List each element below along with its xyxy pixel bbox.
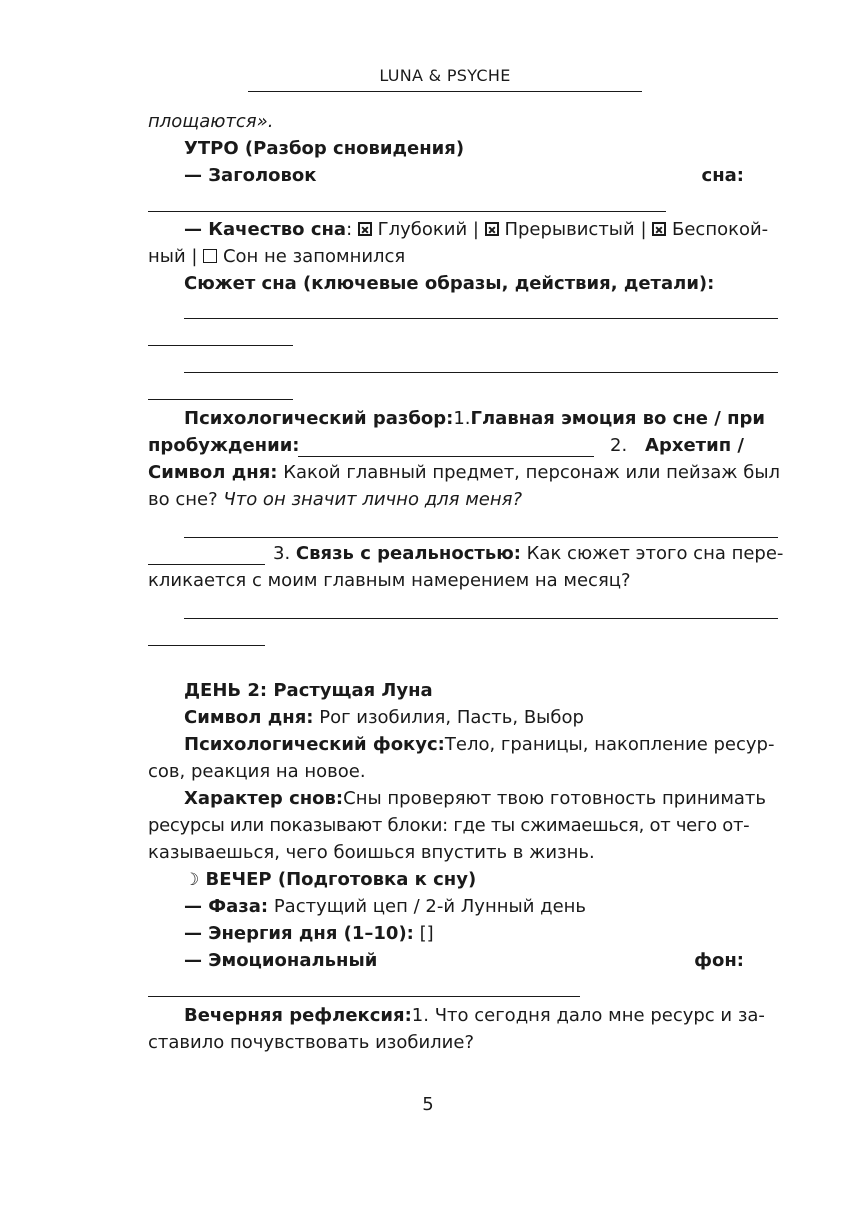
reality-blank[interactable] — [184, 618, 778, 619]
sleep-quality-label: — Качество сна — [184, 219, 347, 240]
psych-analysis-label: Психологический разбор: — [184, 408, 454, 429]
dream-character-label: Характер снов: — [184, 788, 344, 809]
dream-plot-blank-1[interactable] — [184, 318, 778, 319]
separator: | — [640, 219, 647, 240]
sleep-quality-line-2 — [148, 243, 744, 270]
awakening-label: пробуждении: — [148, 435, 300, 456]
emotional-label: — Эмоциональный — [184, 950, 378, 971]
checkbox-interrupted[interactable] — [485, 222, 499, 236]
evening-reflection-label: Вечерняя рефлексия: — [184, 1005, 412, 1026]
psych-focus-value: Тело, границы, накопление ресур- — [444, 734, 775, 755]
option-interrupted: Прерывистый — [504, 219, 635, 240]
checkbox-not-remembered[interactable] — [203, 249, 217, 263]
psych-analysis-line-2 — [148, 432, 744, 459]
dream-title-field-label — [148, 162, 744, 189]
phase-line — [148, 893, 744, 920]
dream-plot-label: Сюжет сна (ключевые образы, действия, детали): — [184, 273, 715, 294]
archetype-label: Архетип / — [645, 435, 744, 456]
symbol-blank-b[interactable] — [148, 564, 265, 565]
dream-character-line — [148, 785, 767, 812]
symbol-line — [148, 459, 781, 486]
option-restless-end: ный — [148, 246, 186, 267]
checkbox-deep[interactable] — [358, 222, 372, 236]
page-number: 5 — [422, 1094, 434, 1115]
energy-label: — Энергия дня (1–10): — [184, 923, 414, 944]
evening-title: ВЕЧЕР (Подготовка к сну) — [205, 869, 477, 890]
separator: | — [191, 246, 198, 267]
main-emotion-label: Главная эмоция во сне / при — [470, 408, 766, 429]
emotion-blank[interactable] — [298, 456, 594, 457]
day-2-heading: ДЕНЬ 2: Растущая Луна — [184, 680, 433, 701]
sleep-quality-line — [148, 216, 769, 243]
energy-line — [148, 920, 744, 947]
psych-focus-label: Психологический фокус: — [184, 734, 445, 755]
dream-plot-blank-1b[interactable] — [148, 345, 293, 346]
reality-blank-b[interactable] — [148, 645, 265, 646]
symbol-line-2 — [148, 486, 744, 513]
option-deep: Глубокий — [377, 219, 468, 240]
energy-field[interactable]: [] — [419, 923, 434, 944]
symbol-blank[interactable] — [184, 537, 778, 538]
dream-character-line-3: казываешься, чего боишься впустить в жизнь. — [148, 842, 595, 863]
day-symbol-line — [148, 704, 744, 731]
psych-analysis-line — [148, 405, 766, 432]
item-number: 2. — [610, 435, 628, 456]
symbol-question-end: во сне? — [148, 489, 218, 510]
field-label-end: сна: — [701, 165, 744, 186]
phase-value: Растущий цеп / 2-й Лунный день — [273, 896, 587, 917]
evening-heading — [148, 866, 744, 893]
dream-plot-blank-2[interactable] — [184, 372, 778, 373]
option-restless: Беспокой- — [672, 219, 769, 240]
dream-plot-blank-2b[interactable] — [148, 399, 293, 400]
running-header: LUNA & PSYCHE — [248, 66, 642, 92]
option-not-remembered: Сон не запомнился — [222, 246, 406, 267]
reality-link-question: Как сюжет этого сна пере- — [526, 543, 784, 564]
psych-focus-line-2: сов, реакция на новое. — [148, 761, 366, 782]
phase-label: — Фаза: — [184, 896, 269, 917]
evening-reflection-question: 1. Что сегодня дало мне ресурс и за- — [411, 1005, 765, 1026]
evening-reflection-line-2: ставило почувствовать изобилие? — [148, 1032, 475, 1053]
symbol-question: Какой главный предмет, персонаж или пейзаж был — [283, 462, 781, 483]
dream-title-blank[interactable] — [148, 211, 666, 212]
reality-link-line — [273, 540, 784, 567]
day-symbol-value: Рог изобилия, Пасть, Выбор — [319, 707, 584, 728]
dream-character-line-2: ресурсы или показывают блоки: где ты сжимаешься, от чего от- — [148, 815, 750, 836]
day-symbol-label: Символ дня: — [184, 707, 314, 728]
psych-focus-line — [148, 731, 775, 758]
reality-link-line-2: кликается с моим главным намерением на месяц? — [148, 570, 631, 591]
dream-character-value: Сны проверяют твою готовность принимать — [343, 788, 767, 809]
section-heading-morning: УТРО (Разбор сновидения) — [184, 138, 465, 159]
crescent-moon-icon: ☽ — [184, 870, 200, 890]
symbol-label: Символ дня: — [148, 462, 278, 483]
evening-reflection-line — [148, 1002, 765, 1029]
item-number: 3. — [273, 543, 291, 564]
field-label: — Заголовок — [184, 165, 317, 186]
emotional-blank[interactable] — [148, 996, 580, 997]
emotional-label-end: фон: — [694, 950, 744, 971]
separator: | — [472, 219, 479, 240]
colon: : — [346, 219, 353, 240]
text-line: площаются». — [148, 111, 274, 132]
item-number: 1. — [453, 408, 471, 429]
checkbox-restless[interactable] — [652, 222, 666, 236]
emotional-background-line — [148, 947, 744, 974]
symbol-meaning-question: Что он значит лично для меня? — [223, 489, 522, 510]
reality-link-label: Связь с реальностью: — [295, 543, 521, 564]
